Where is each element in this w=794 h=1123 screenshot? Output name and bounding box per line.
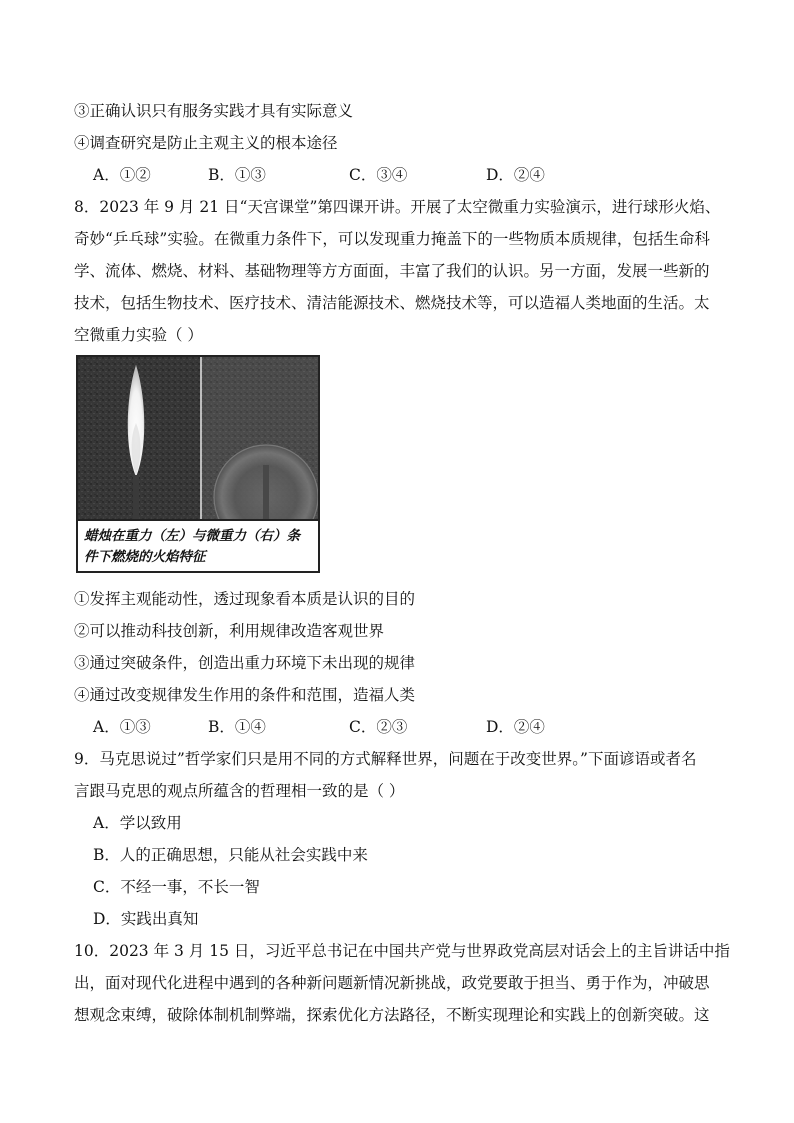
q7-item-4: ④调查研究是防止主观主义的根本途径 <box>74 134 338 152</box>
q8-option-b[interactable]: B．①④ <box>208 718 266 736</box>
q8-option-d[interactable]: D．②④ <box>486 718 545 736</box>
q8-item-1: ①发挥主观能动性，透过现象看本质是认识的目的 <box>74 590 416 608</box>
figure-caption <box>78 519 318 571</box>
q8-option-c[interactable]: C．②③ <box>349 718 408 736</box>
figure-caption-line-2: 件下燃烧的火焰特征 <box>84 549 206 565</box>
figure-caption-line-1: 蜡烛在重力（左）与微重力（右）条 <box>84 528 300 544</box>
q9-option-c[interactable]: C．不经一事，不长一智 <box>93 878 260 896</box>
q8-item-4: ④通过改变规律发生作用的条件和范围，造福人类 <box>74 686 416 704</box>
q7-option-b[interactable]: B．①③ <box>208 166 266 184</box>
q10-stem-line-2: 出，面对现代化进程中遇到的各种新问题新情况新挑战，政党要敢于担当、勇于作为，冲破思 <box>74 974 710 992</box>
q8-stem-line-1: 8．2023 年 9 月 21 日“天宫课堂”第四课开讲。开展了太空微重力实验演示，进行球形火焰、 <box>74 198 721 216</box>
candle-flame-photo <box>78 357 318 519</box>
q8-stem-line-4: 技术，包括生物技术、医疗技术、清洁能源技术、燃烧技术等，可以造福人类地面的生活。太 <box>74 294 710 312</box>
q9-option-d[interactable]: D．实践出真知 <box>93 910 199 928</box>
q7-option-c[interactable]: C．③④ <box>349 166 408 184</box>
q10-stem-line-1: 10．2023 年 3 月 15 日，习近平总书记在中国共产党与世界政党高层对话会上的主旨讲话中指 <box>74 942 730 960</box>
q9-stem-line-1: 9．马克思说过”哲学家们只是用不同的方式解释世界，问题在于改变世界。”下面谚语或者名 <box>74 750 697 768</box>
q9-option-a[interactable]: A．学以致用 <box>93 814 182 832</box>
q8-item-3: ③通过突破条件，创造出重力环境下未出现的规律 <box>74 654 416 672</box>
q9-stem-line-2: 言跟马克思的观点所蕴含的哲理相一致的是（ ） <box>74 782 405 800</box>
q8-stem-line-2: 奇妙“乒乓球”实验。在微重力条件下，可以发现重力掩盖下的一些物质本质规律，包括生命科 <box>74 230 710 248</box>
q8-item-2: ②可以推动科技创新，利用规律改造客观世界 <box>74 622 385 640</box>
q7-option-a[interactable]: A．①② <box>93 166 151 184</box>
q9-option-b[interactable]: B．人的正确思想，只能从社会实践中来 <box>93 846 368 864</box>
q10-stem-line-3: 想观念束缚，破除体制机制弊端，探索优化方法路径，不断实现理论和实践上的创新突破。这 <box>74 1006 710 1024</box>
q8-stem-line-5: 空微重力实验（ ） <box>74 326 203 344</box>
q7-option-d[interactable]: D．②④ <box>486 166 545 184</box>
q8-option-a[interactable]: A．①③ <box>93 718 151 736</box>
q7-item-3: ③正确认识只有服务实践才具有实际意义 <box>74 102 354 120</box>
candle-flame-figure <box>76 355 320 573</box>
q8-stem-line-3: 学、流体、燃烧、材料、基础物理等方方面面，丰富了我们的认识。另一方面，发展一些新的 <box>74 262 710 280</box>
